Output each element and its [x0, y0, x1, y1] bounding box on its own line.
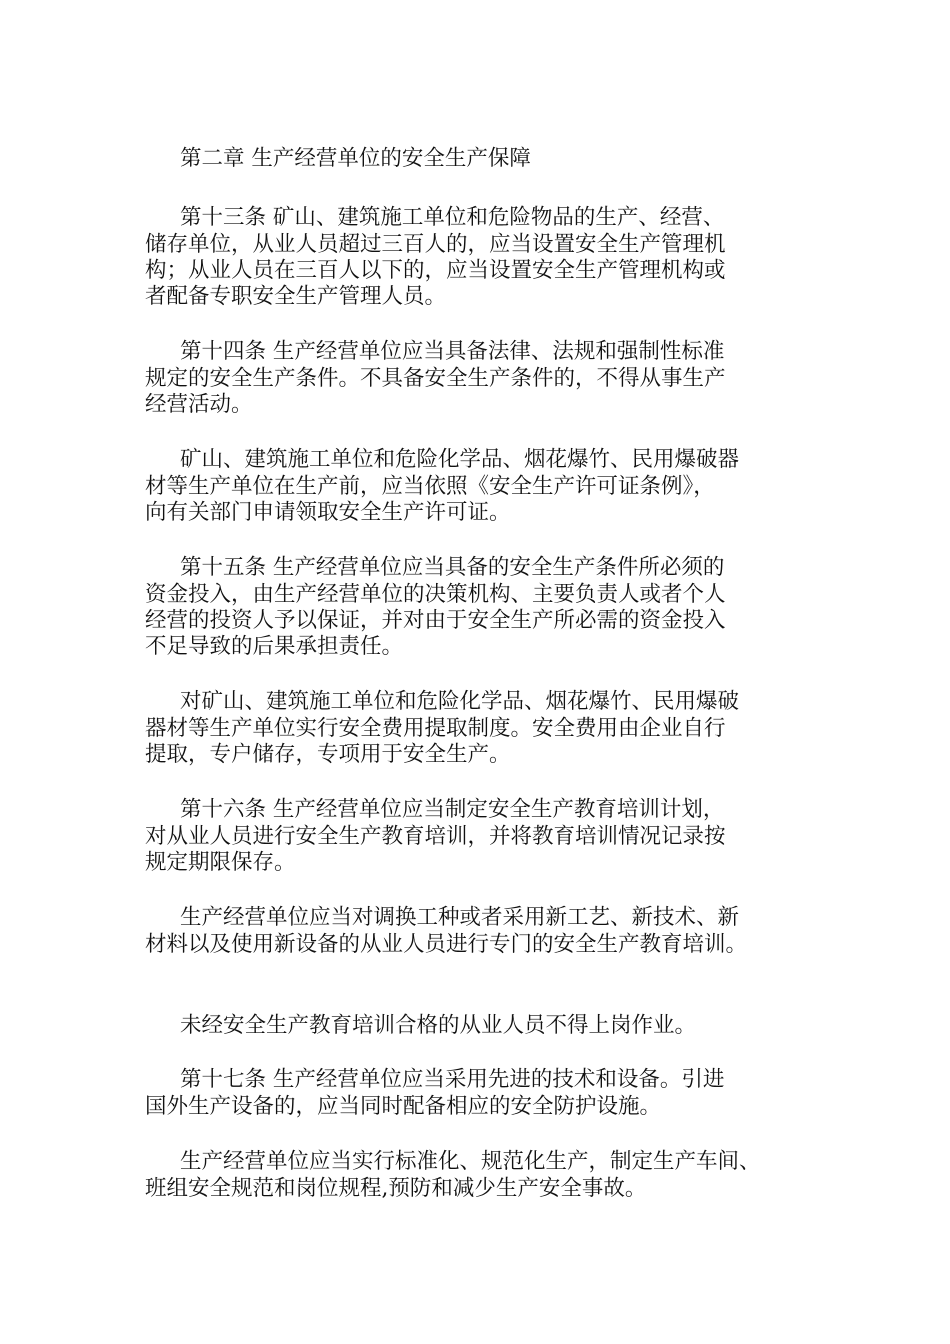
article-17-line-1: 第十七条 生产经营单位应当采用先进的技术和设备。引进 [180, 1067, 725, 1092]
article-15-line-2: 资金投入，由生产经营单位的决策机构、主要负责人或者个人 [145, 582, 726, 607]
article-15-para-2-line-1: 对矿山、建筑施工单位和危险化学品、烟花爆竹、民用爆破 [180, 689, 740, 714]
article-13-line-3: 构；从业人员在三百人以下的，应当设置安全生产管理机构或 [145, 258, 726, 283]
article-16-line-1: 第十六条 生产经营单位应当制定安全生产教育培训计划， [180, 797, 725, 822]
article-14-para-2-line-1: 矿山、建筑施工单位和危险化学品、烟花爆竹、民用爆破器 [180, 447, 740, 472]
article-16-para-2-line-1: 生产经营单位应当对调换工种或者采用新工艺、新技术、新 [180, 905, 740, 930]
article-14-line-1: 第十四条 生产经营单位应当具备法律、法规和强制性标准 [180, 339, 725, 364]
article-15-para-2-line-3: 提取，专户储存，专项用于安全生产。 [145, 742, 511, 767]
article-15-para-2-line-2: 器材等生产单位实行安全费用提取制度。安全费用由企业自行 [145, 716, 726, 741]
article-16-para-3-line-1: 未经安全生产教育培训合格的从业人员不得上岗作业。 [180, 1013, 697, 1038]
article-17-line-2: 国外生产设备的，应当同时配备相应的安全防护设施。 [145, 1094, 662, 1119]
article-13-line-2: 储存单位，从业人员超过三百人的，应当设置安全生产管理机 [145, 232, 726, 257]
article-14-para-2-line-2: 材等生产单位在生产前，应当依照《安全生产许可证条例》， [145, 474, 715, 499]
article-15-line-4: 不足导致的后果承担责任。 [145, 634, 404, 659]
article-13-line-4: 者配备专职安全生产管理人员。 [145, 284, 447, 309]
article-15-line-1: 第十五条 生产经营单位应当具备的安全生产条件所必须的 [180, 555, 725, 580]
article-17-para-2-line-1: 生产经营单位应当实行标准化、规范化生产，制定生产车间、 [180, 1149, 761, 1174]
article-15-line-3: 经营的投资人予以保证，并对由于安全生产所必需的资金投入 [145, 608, 726, 633]
article-17-para-2-line-2: 班组安全规范和岗位规程,预防和减少生产安全事故。 [145, 1176, 647, 1201]
chapter-heading: 第二章 生产经营单位的安全生产保障 [180, 146, 531, 171]
article-16-para-2-line-2: 材料以及使用新设备的从业人员进行专门的安全生产教育培训。 [145, 932, 748, 957]
article-14-line-2: 规定的安全生产条件。不具备安全生产条件的，不得从事生产 [145, 366, 726, 391]
article-16-line-2: 对从业人员进行安全生产教育培训，并将教育培训情况记录按 [145, 824, 726, 849]
article-16-line-3: 规定期限保存。 [145, 850, 296, 875]
article-14-para-2-line-3: 向有关部门申请领取安全生产许可证。 [145, 500, 511, 525]
article-14-line-3: 经营活动。 [145, 392, 253, 417]
article-13-line-1: 第十三条 矿山、建筑施工单位和危险物品的生产、经营、 [180, 205, 725, 230]
